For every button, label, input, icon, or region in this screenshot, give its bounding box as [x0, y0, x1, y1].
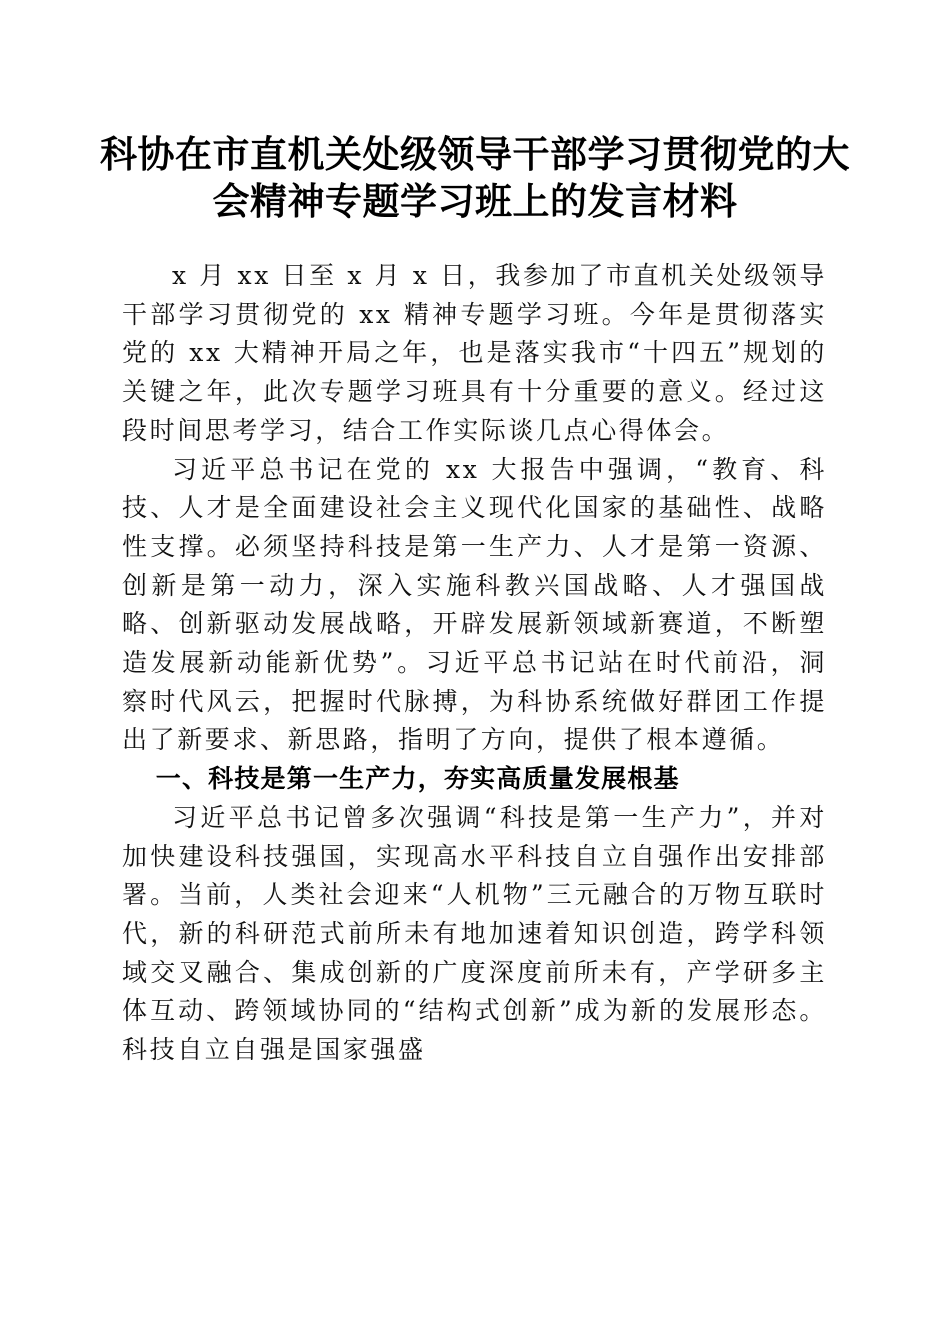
intro-paragraph: x 月 xx 日至 x 月 x 日，我参加了市直机关处级领导干部学习贯彻党的 xx 精神专题学习班。今年是贯彻落实党的 xx 大精神开局之年，也是落实我市“十四五”规划的关键之年，此次专题学习班具有十分重要的意义。经过这段时间思考学习，结合工作实际谈几点心得体会。 [122, 261, 827, 445]
document-title: 科协在市直机关处级领导干部学习贯彻党的大会精神专题学习班上的发言材料 [100, 132, 850, 223]
quote-paragraph: 习近平总书记在党的 xx 大报告中强调，“教育、科技、人才是全面建设社会主义现代化国家的基础性、战略性支撑。必须坚持科技是第一生产力、人才是第一资源、创新是第一动力，深入实施科教兴国战略、人才强国战略、创新驱动发展战略，开辟发展新领域新赛道，不断塑造发展新动能新优势”。习近平总书记站在时代前沿，洞察时代风云，把握时代脉搏，为科协系统做好群团工作提出了新要求、新思路，指明了方向，提供了根本遵循。 [122, 454, 827, 755]
document-body [122, 257, 827, 1070]
section-paragraph: 习近平总书记曾多次强调“科技是第一生产力”，并对加快建设科技强国，实现高水平科技自立自强作出安排部署。当前，人类社会迎来“人机物”三元融合的万物互联时代，新的科研范式前所未有地加速着知识创造，跨学科领域交叉融合、集成创新的广度深度前所未有，产学研多主体互动、跨领域协同的“结构式创新”成为新的发展形态。科技自立自强是国家强盛 [122, 802, 827, 1065]
section-heading: 一、科技是第一生产力，夯实高质量发展根基 [155, 764, 680, 794]
